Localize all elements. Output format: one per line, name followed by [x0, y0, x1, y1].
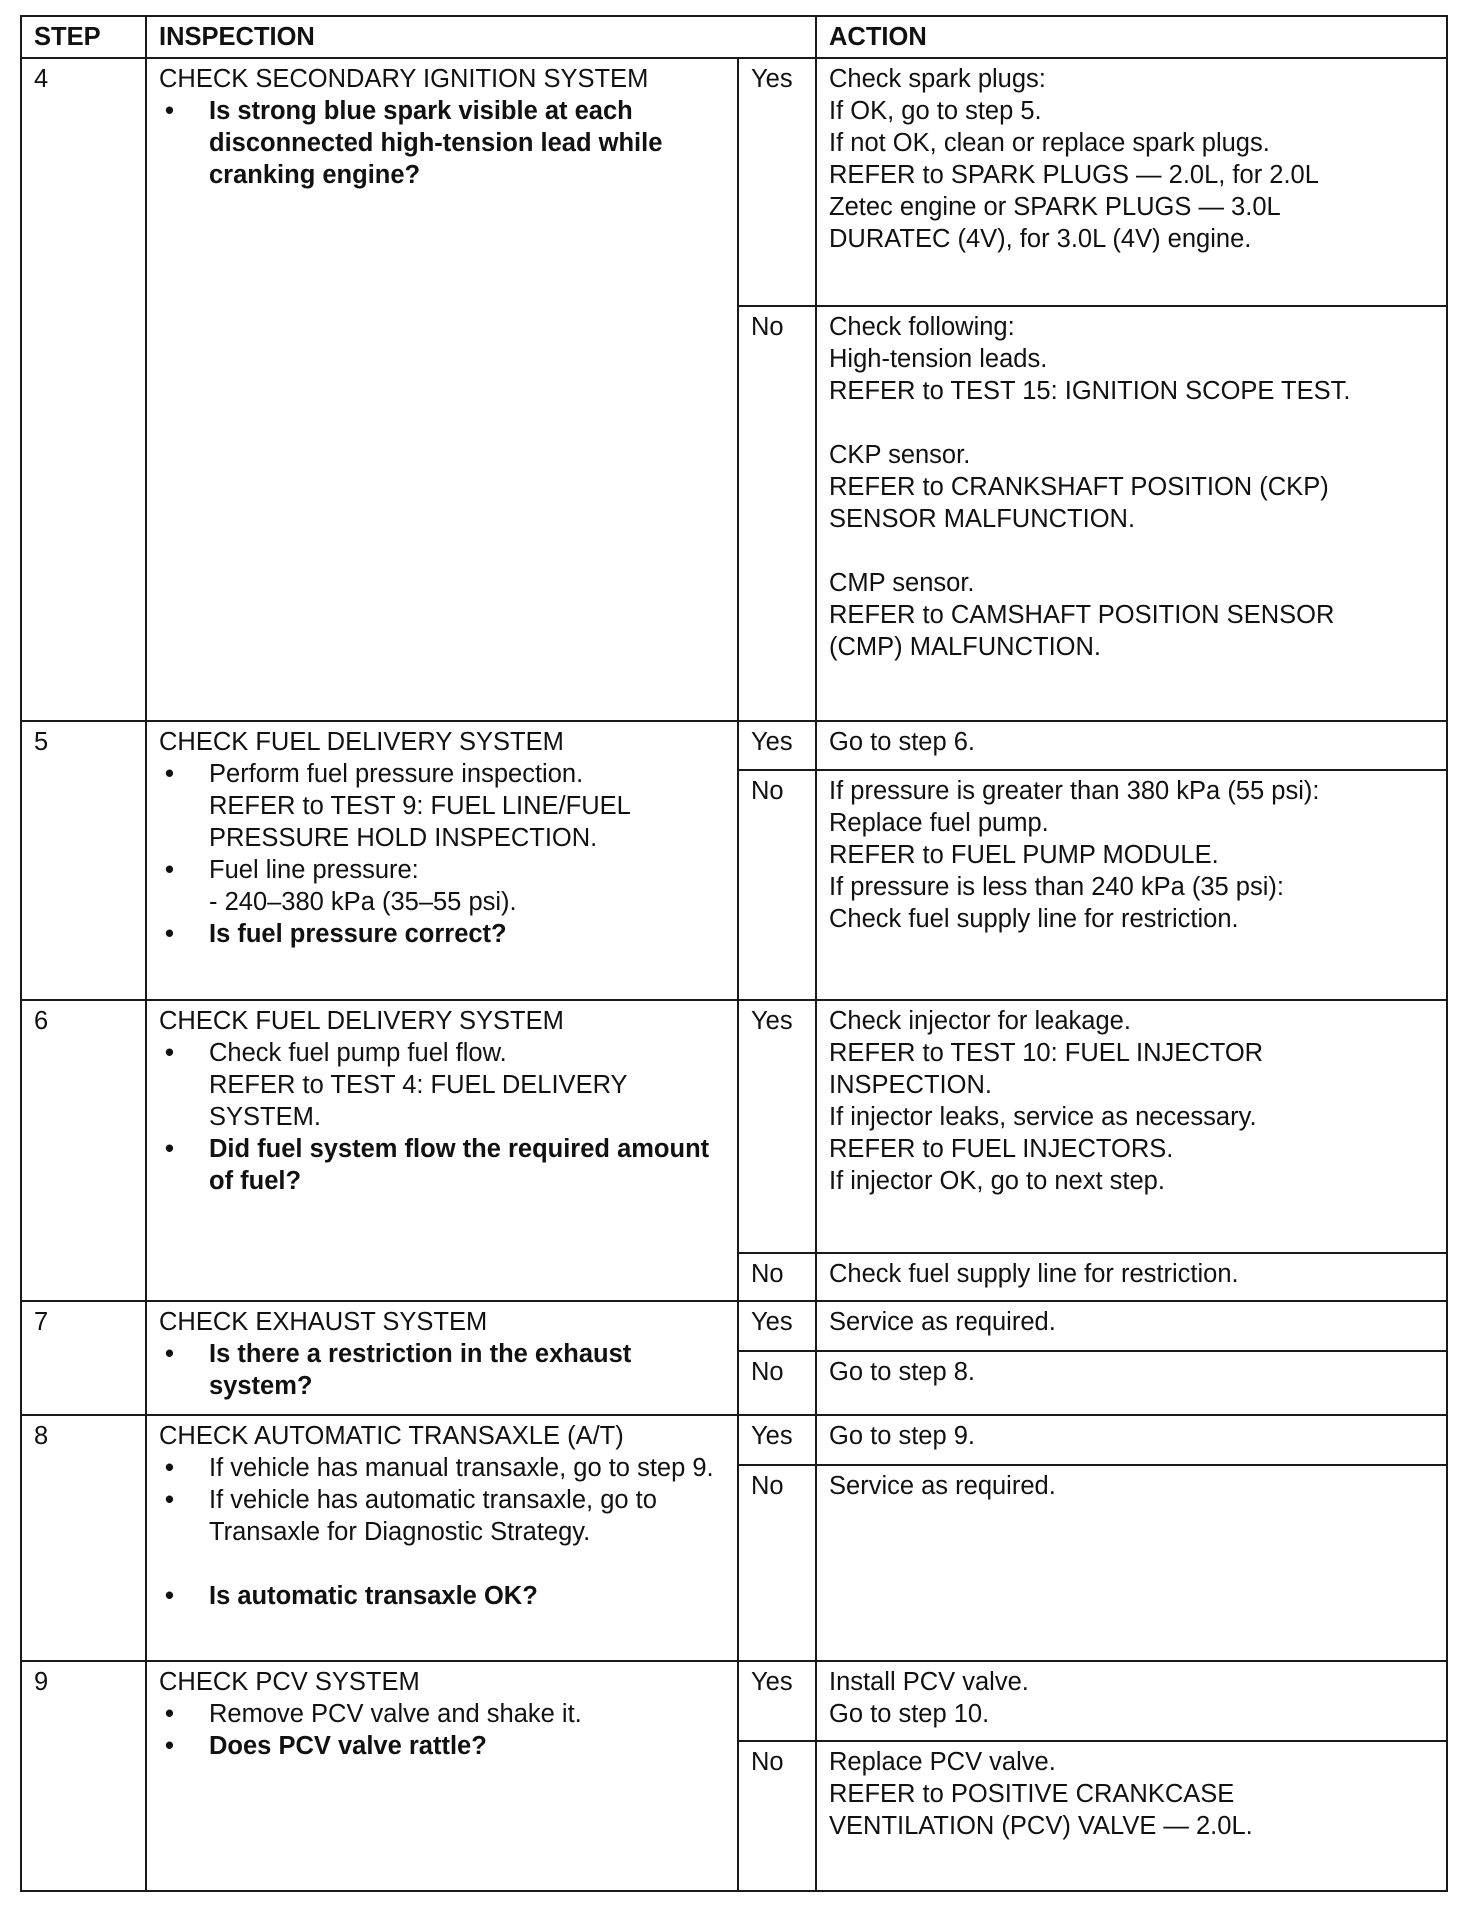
- action-line: If pressure is greater than 380 kPa (55 psi):: [829, 776, 1320, 805]
- table-row: [21, 721, 1447, 770]
- inspection-question: • Is automatic transaxle OK?: [159, 1580, 725, 1612]
- action-line: REFER to POSITIVE CRANKCASE: [829, 1780, 1235, 1809]
- step-number: 6: [21, 1000, 146, 1301]
- inspection-question: • Is there a restriction in the exhaust system?: [159, 1338, 725, 1402]
- inspection-cell: [146, 58, 738, 721]
- action-cell: Go to step 6.: [816, 721, 1447, 770]
- inspection-title: CHECK AUTOMATIC TRANSAXLE (A/T): [159, 1422, 624, 1451]
- inspection-title: CHECK PCV SYSTEM: [159, 1667, 420, 1696]
- inspection-spec: - 240–380 kPa (35–55 psi).: [209, 887, 517, 916]
- table-row: [21, 58, 1447, 306]
- step-number: 8: [21, 1415, 146, 1660]
- action-line: Check injector for leakage.: [829, 1007, 1131, 1036]
- action-line: DURATEC (4V), for 3.0L (4V) engine.: [829, 225, 1252, 253]
- no-label: No: [738, 1465, 816, 1661]
- no-label: No: [738, 306, 816, 720]
- action-line: Check spark plugs:: [829, 65, 1046, 93]
- action-cell: [816, 770, 1447, 1000]
- action-line: Install PCV valve.: [829, 1667, 1029, 1696]
- inspection-question: • Does PCV valve rattle?: [159, 1730, 725, 1762]
- action-cell: Go to step 9.: [816, 1415, 1447, 1464]
- action-line: Zetec engine or SPARK PLUGS — 3.0L: [829, 193, 1281, 221]
- inspection-subline: SYSTEM.: [209, 1103, 321, 1132]
- inspection-cell: [146, 1000, 738, 1301]
- action-line: Replace fuel pump.: [829, 808, 1049, 837]
- step-number: 5: [21, 721, 146, 1001]
- action-cell: Service as required.: [816, 1465, 1447, 1661]
- yes-label: Yes: [738, 1301, 816, 1350]
- action-line: REFER to CRANKSHAFT POSITION (CKP): [829, 473, 1329, 502]
- action-line: If injector leaks, service as necessary.: [829, 1103, 1257, 1132]
- action-line: CMP sensor.: [829, 569, 975, 598]
- table-row: [21, 1301, 1447, 1350]
- inspection-item: • Check fuel pump fuel flow.: [159, 1037, 725, 1069]
- yes-label: Yes: [738, 58, 816, 306]
- action-line: If pressure is less than 240 kPa (35 psi):: [829, 872, 1284, 901]
- step-number: 7: [21, 1301, 146, 1415]
- action-line: Check fuel supply line for restriction.: [829, 904, 1239, 933]
- header-action: ACTION: [816, 16, 1447, 58]
- step-number: 9: [21, 1661, 146, 1891]
- action-line: Replace PCV valve.: [829, 1748, 1056, 1777]
- table-row: [21, 1661, 1447, 1742]
- inspection-question: • Is fuel pressure correct?: [159, 918, 725, 950]
- inspection-title: CHECK SECONDARY IGNITION SYSTEM: [159, 65, 649, 93]
- inspection-cell: [146, 721, 738, 1001]
- action-cell: Check fuel supply line for restriction.: [816, 1253, 1447, 1301]
- spacer: [829, 407, 1434, 439]
- inspection-cell: [146, 1301, 738, 1415]
- no-label: No: [738, 770, 816, 1000]
- action-line: INSPECTION.: [829, 1071, 992, 1100]
- table-row: [21, 1415, 1447, 1464]
- action-line: Check following:: [829, 313, 1015, 342]
- action-line: If OK, go to step 5.: [829, 97, 1042, 125]
- action-cell: Go to step 8.: [816, 1351, 1447, 1416]
- action-line: (CMP) MALFUNCTION.: [829, 633, 1101, 662]
- inspection-subline: REFER to TEST 9: FUEL LINE/FUEL: [209, 791, 631, 820]
- inspection-title: CHECK FUEL DELIVERY SYSTEM: [159, 727, 564, 756]
- no-label: No: [738, 1351, 816, 1416]
- inspection-subline: REFER to TEST 4: FUEL DELIVERY: [209, 1071, 628, 1100]
- action-cell: [816, 1000, 1447, 1252]
- no-label: No: [738, 1253, 816, 1301]
- spacer: [829, 535, 1434, 567]
- action-line: High-tension leads.: [829, 345, 1048, 374]
- action-line: Go to step 10.: [829, 1699, 990, 1728]
- spacer: [159, 1548, 725, 1580]
- inspection-question: • Is strong blue spark visible at each disconnected high-tension lead while cranking engine?: [159, 95, 725, 191]
- header-inspection: INSPECTION: [146, 16, 816, 58]
- yes-label: Yes: [738, 1000, 816, 1252]
- inspection-item: • If vehicle has automatic transaxle, go to Transaxle for Diagnostic Strategy.: [159, 1484, 725, 1548]
- action-cell: [816, 306, 1447, 720]
- action-line: REFER to CAMSHAFT POSITION SENSOR: [829, 601, 1335, 630]
- action-line: If not OK, clean or replace spark plugs.: [829, 129, 1270, 157]
- inspection-item: • Remove PCV valve and shake it.: [159, 1698, 725, 1730]
- action-line: CKP sensor.: [829, 441, 971, 470]
- inspection-cell: [146, 1415, 738, 1660]
- inspection-item: • Perform fuel pressure inspection.: [159, 758, 725, 790]
- action-cell: [816, 1661, 1447, 1742]
- no-label: No: [738, 1741, 816, 1891]
- action-line: SENSOR MALFUNCTION.: [829, 505, 1136, 534]
- yes-label: Yes: [738, 1661, 816, 1742]
- inspection-item: • Fuel line pressure:: [159, 854, 725, 886]
- yes-label: Yes: [738, 721, 816, 770]
- inspection-title: CHECK FUEL DELIVERY SYSTEM: [159, 1007, 564, 1036]
- yes-label: Yes: [738, 1415, 816, 1464]
- inspection-title: CHECK EXHAUST SYSTEM: [159, 1308, 488, 1337]
- action-line: If injector OK, go to next step.: [829, 1167, 1165, 1196]
- inspection-item: • If vehicle has manual transaxle, go to step 9.: [159, 1452, 725, 1484]
- inspection-question: • Did fuel system flow the required amount of fuel?: [159, 1133, 725, 1197]
- action-line: REFER to FUEL INJECTORS.: [829, 1135, 1174, 1164]
- action-line: REFER to TEST 15: IGNITION SCOPE TEST.: [829, 377, 1351, 406]
- action-line: VENTILATION (PCV) VALVE — 2.0L.: [829, 1812, 1253, 1841]
- action-line: REFER to SPARK PLUGS — 2.0L, for 2.0L: [829, 161, 1319, 189]
- diagnostic-table: [20, 15, 1448, 1892]
- table-row: [21, 1000, 1447, 1252]
- action-cell: [816, 58, 1447, 306]
- inspection-cell: [146, 1661, 738, 1891]
- header-step: STEP: [21, 16, 146, 58]
- action-cell: Service as required.: [816, 1301, 1447, 1350]
- action-cell: [816, 1741, 1447, 1891]
- inspection-subline: PRESSURE HOLD INSPECTION.: [209, 823, 598, 852]
- header-row: [21, 16, 1447, 58]
- action-line: REFER to FUEL PUMP MODULE.: [829, 840, 1219, 869]
- step-number: 4: [21, 58, 146, 721]
- action-line: REFER to TEST 10: FUEL INJECTOR: [829, 1039, 1264, 1068]
